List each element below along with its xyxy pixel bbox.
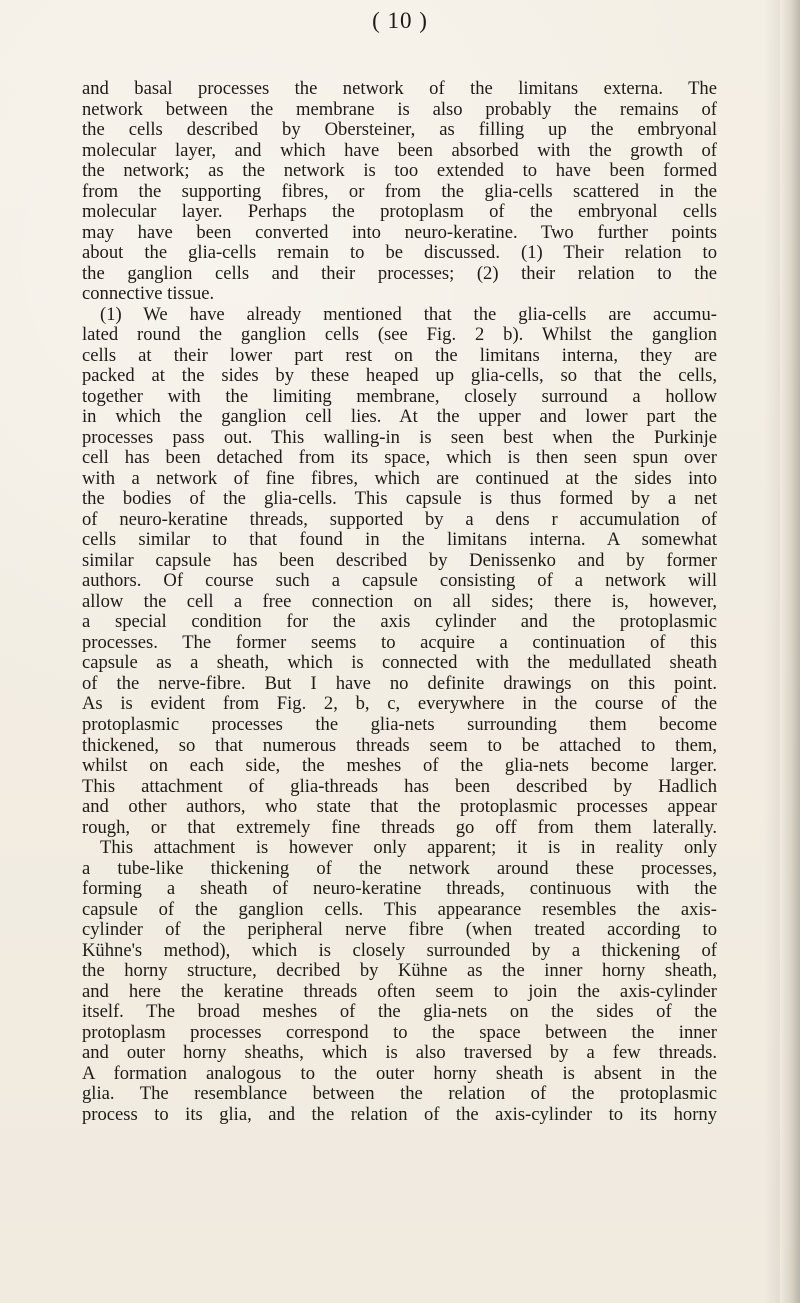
text-line: lated round the ganglion cells (see Fig. 2 b). Whilst the ganglion xyxy=(82,324,717,346)
text-line: cells similar to that found in the limitans interna. A somewhat xyxy=(82,529,717,551)
text-line: the ganglion cells and their processes; (2) their relation to the xyxy=(82,262,717,284)
text-line: authors. Of course such a capsule consisting of a network will xyxy=(82,570,717,592)
text-line: rough, or that extremely fine threads go off from them laterally. xyxy=(82,816,717,838)
text-line: in which the ganglion cell lies. At the upper and lower part the xyxy=(82,406,717,428)
text-line: protoplasm processes correspond to the space between the inner xyxy=(82,1021,717,1043)
text-line: molecular layer. Perhaps the protoplasm of the embryonal cells xyxy=(82,201,717,223)
text-line: cells at their lower part rest on the limitans interna, they are xyxy=(82,344,717,366)
text-line: capsule of the ganglion cells. This appearance resembles the axis- xyxy=(82,898,717,920)
text-line: may have been converted into neuro-keratine. Two further points xyxy=(82,221,717,243)
text-line: itself. The broad meshes of the glia-nets on the sides of the xyxy=(82,1001,717,1023)
text-line: and outer horny sheaths, which is also traversed by a few threads. xyxy=(82,1042,717,1064)
text-line: This attachment of glia-threads has been described by Hadlich xyxy=(82,775,717,797)
text-line: molecular layer, and which have been absorbed with the growth of xyxy=(82,139,717,161)
page-edge xyxy=(780,0,800,1303)
text-line: forming a sheath of neuro-keratine threads, continuous with the xyxy=(82,878,717,900)
text-line: processes. The former seems to acquire a continuation of this xyxy=(82,631,717,653)
text-line: about the glia-cells remain to be discussed. (1) Their relation to xyxy=(82,242,717,264)
text-line: similar capsule has been described by Denissenko and by former xyxy=(82,549,717,571)
text-line: process to its glia, and the relation of the axis-cylinder to its horny xyxy=(82,1103,717,1125)
text-line: This attachment is however only apparent; it is in reality only xyxy=(100,837,717,859)
text-line: connective tissue. xyxy=(82,283,215,305)
text-line: the cells described by Obersteiner, as filling up the embryonal xyxy=(82,119,717,141)
text-line: processes pass out. This walling-in is seen best when the Purkinje xyxy=(82,426,717,448)
text-line: thickened, so that numerous threads seem to be attached to them, xyxy=(82,734,717,756)
text-line: protoplasmic processes the glia-nets surrounding them become xyxy=(82,713,717,735)
text-line: cell has been detached from its space, which is then seen spun over xyxy=(82,447,717,469)
text-line: and basal processes the network of the limitans externa. The xyxy=(82,78,717,99)
text-line: As is evident from Fig. 2, b, c, everywhere in the course of the xyxy=(82,693,717,715)
text-line: (1) We have already mentioned that the glia-cells are accumu- xyxy=(100,303,717,325)
text-line: capsule as a sheath, which is connected with the medullated sheath xyxy=(82,652,717,674)
text-line: of the nerve-fibre. But I have no definite drawings on this point. xyxy=(82,672,717,694)
text-line: and other authors, who state that the protoplasmic processes appear xyxy=(82,796,717,818)
text-line: packed at the sides by these heaped up glia-cells, so that the cells, xyxy=(82,365,717,387)
text-line: the horny structure, decribed by Kühne as the inner horny sheath, xyxy=(82,960,717,982)
text-line: glia. The resemblance between the relation of the protoplasmic xyxy=(82,1083,717,1105)
text-line: Kühne's method), which is closely surrounded by a thickening of xyxy=(82,939,717,961)
page-gutter-shadow xyxy=(764,0,780,1303)
text-line: together with the limiting membrane, closely surround a hollow xyxy=(82,385,717,407)
text-line: from the supporting fibres, or from the glia-cells scattered in the xyxy=(82,180,717,202)
text-line: the bodies of the glia-cells. This capsule is thus formed by a net xyxy=(82,488,717,510)
text-line: of neuro-keratine threads, supported by a dens r accumulation of xyxy=(82,508,717,530)
text-line: and here the keratine threads often seem to join the axis-cylinder xyxy=(82,980,717,1002)
text-line: A formation analogous to the outer horny sheath is absent in the xyxy=(82,1062,717,1084)
text-line: a special condition for the axis cylinder and the protoplasmic xyxy=(82,611,717,633)
text-line: the network; as the network is too extended to have been formed xyxy=(82,160,717,182)
text-line: a tube-like thickening of the network around these processes, xyxy=(82,857,717,879)
text-line: allow the cell a free connection on all sides; there is, however, xyxy=(82,590,717,612)
text-line: whilst on each side, the meshes of the glia-nets become larger. xyxy=(82,755,717,777)
text-line: with a network of fine fibres, which are continued at the sides into xyxy=(82,467,717,489)
page-number: ( 10 ) xyxy=(372,8,428,33)
text-line: cylinder of the peripheral nerve fibre (when treated according to xyxy=(82,919,717,941)
text-line: network between the membrane is also probably the remains of xyxy=(82,98,717,120)
body-text xyxy=(82,79,717,1125)
